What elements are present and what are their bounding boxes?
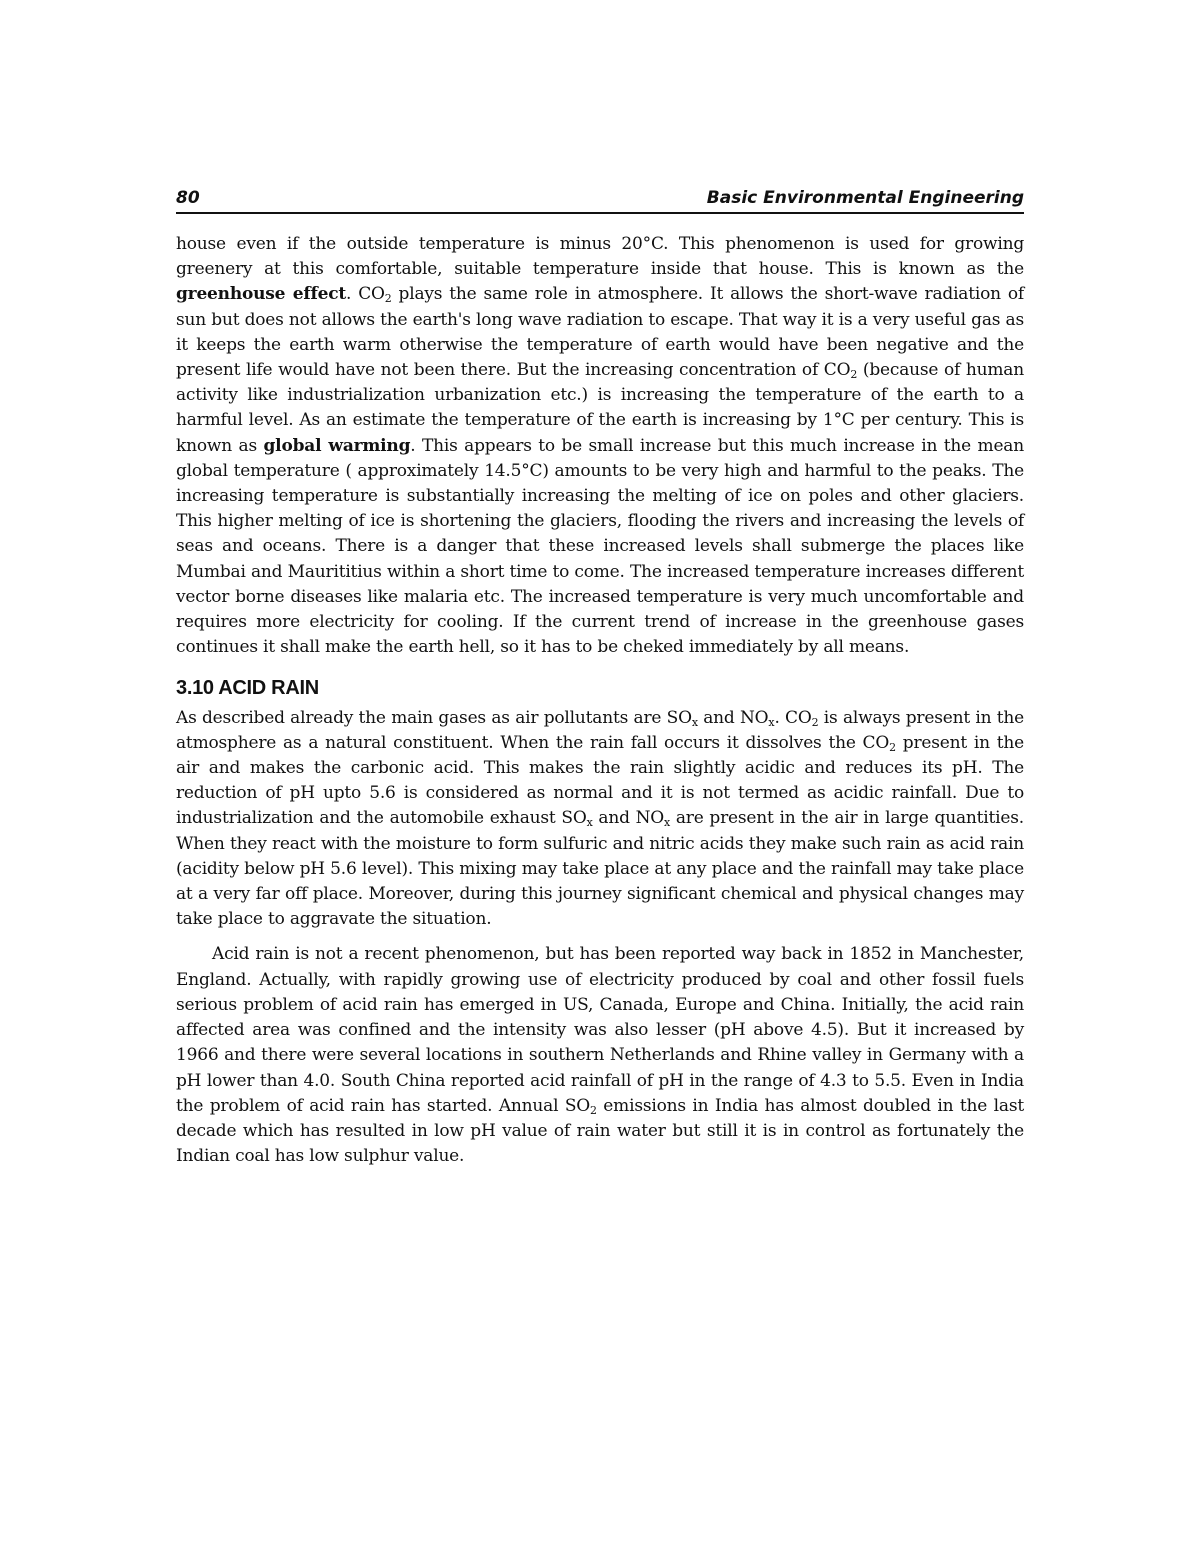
text-run: emissions in India has almost doubled in the last decade which has resulted in low pH value of rain water but still it is in control as fortunately the Indian coal has low sulphur value. [176, 1095, 1024, 1167]
term-global-warming: global warming [263, 435, 411, 456]
text-run: house even if the outside temperature is minus 20°C. This phenomenon is used for growing greenery at this comfortable, suitable temperature inside that house. This is known as the [176, 234, 1024, 280]
text-run: As described already the main gases as air pollutants are SO [176, 707, 692, 728]
text-run: and NO [592, 808, 665, 829]
text-run: . CO [774, 707, 812, 728]
subscript: 2 [590, 1103, 597, 1117]
text-run: are present in the air in large quantities. When they react with the moisture to form sulfuric and nitric acids they make such rain as acid rain (acidity below pH 5.6 level). This mixing may take place at any place and the rainfall may take place at a very far off place. Moreover, during this journey significant chemical and physical changes may take place to aggravate the situation. [176, 808, 1025, 930]
running-head [176, 180, 1024, 214]
text-run: . This appears to be small increase but this much increase in the mean global temperature ( approximately 14.5°C) amounts to be very high and harmful to the peaks. The increasing temperature is substantially increasing the melting of ice on poles and other glaciers. This higher melting of ice is shortening the glaciers, flooding the rivers and increasing the levels of seas and oceans. There is a danger that these increased levels shall submerge the places like Mumbai and Maurititius within a short time to come. The increased temperature increases different vector borne diseases like malaria etc. The increased temperature is very much uncomfortable and requires more electricity for cooling. If the current trend of increase in the greenhouse gases continues it shall make the earth hell, so it has to be cheked immediately by all means. [176, 435, 1024, 658]
subscript: 2 [811, 715, 819, 729]
section-heading: 3.10 ACID RAIN [176, 677, 319, 700]
subscript: x [586, 816, 593, 830]
subscript: x [691, 715, 698, 729]
subscript: 2 [889, 740, 896, 754]
text-run: Acid rain is not a recent phenomenon, but has been reported way back in 1852 in Manchester, England. Actually, with rapidly growing use of electricity produced by coal and other fossil fuels serious problem of acid rain has emerged in US, Canada, Europe and China. Initially, the acid rain affected area was confined and the intensity was also lesser (pH above 4.5). But it increased by 1966 and there were several locations in southern Netherlands and Rhine valley in Germany with a pH lower than 4.0. South China reported acid rainfall of pH in the range of 4.3 to 5.5. Even in India the problem of acid rain has started. Annual SO [176, 944, 1024, 1116]
paragraph-acid-rain-intro [176, 706, 1024, 933]
text-run: present in the air and makes the carbonic acid. This makes the rain slightly acidic and reduces its pH. The reduction of pH upto 5.6 is considered as normal and it is not termed as acidic rainfall. Due to industrialization and the automobile exhaust SO [176, 732, 1024, 829]
text-run: . CO [346, 284, 385, 305]
paragraph-acid-rain-history [176, 942, 1024, 1169]
body-text [176, 232, 1024, 1169]
page-number: 80 [176, 188, 200, 208]
subscript: 2 [850, 368, 858, 382]
text-run: and NO [697, 707, 769, 728]
text-run: (because of human activity like industrialization urbanization etc.) is increasing the temperature of the earth to a harmful level. As an estimate the temperature of the earth is increasing by 1°C per century. This is known as [176, 360, 1024, 456]
subscript: 2 [384, 292, 392, 306]
text-run: is always present in the atmosphere as a natural constituent. When the rain fall occurs it dissolves the CO [176, 707, 1025, 753]
subscript: x [768, 715, 775, 729]
subscript: x [664, 816, 671, 830]
book-page [176, 180, 1024, 1169]
term-greenhouse-effect: greenhouse effect [176, 284, 347, 305]
paragraph-greenhouse [176, 232, 1024, 660]
book-title: Basic Environmental Engineering [706, 188, 1024, 208]
text-run: plays the same role in atmosphere. It allows the short-wave radiation of sun but does not allows the earth's long wave radiation to escape. That way it is a very useful gas as it keeps the earth warm otherwise the temperature of earth would have been negative and the present life would have not been there. But the increasing concentration of CO [176, 284, 1024, 381]
